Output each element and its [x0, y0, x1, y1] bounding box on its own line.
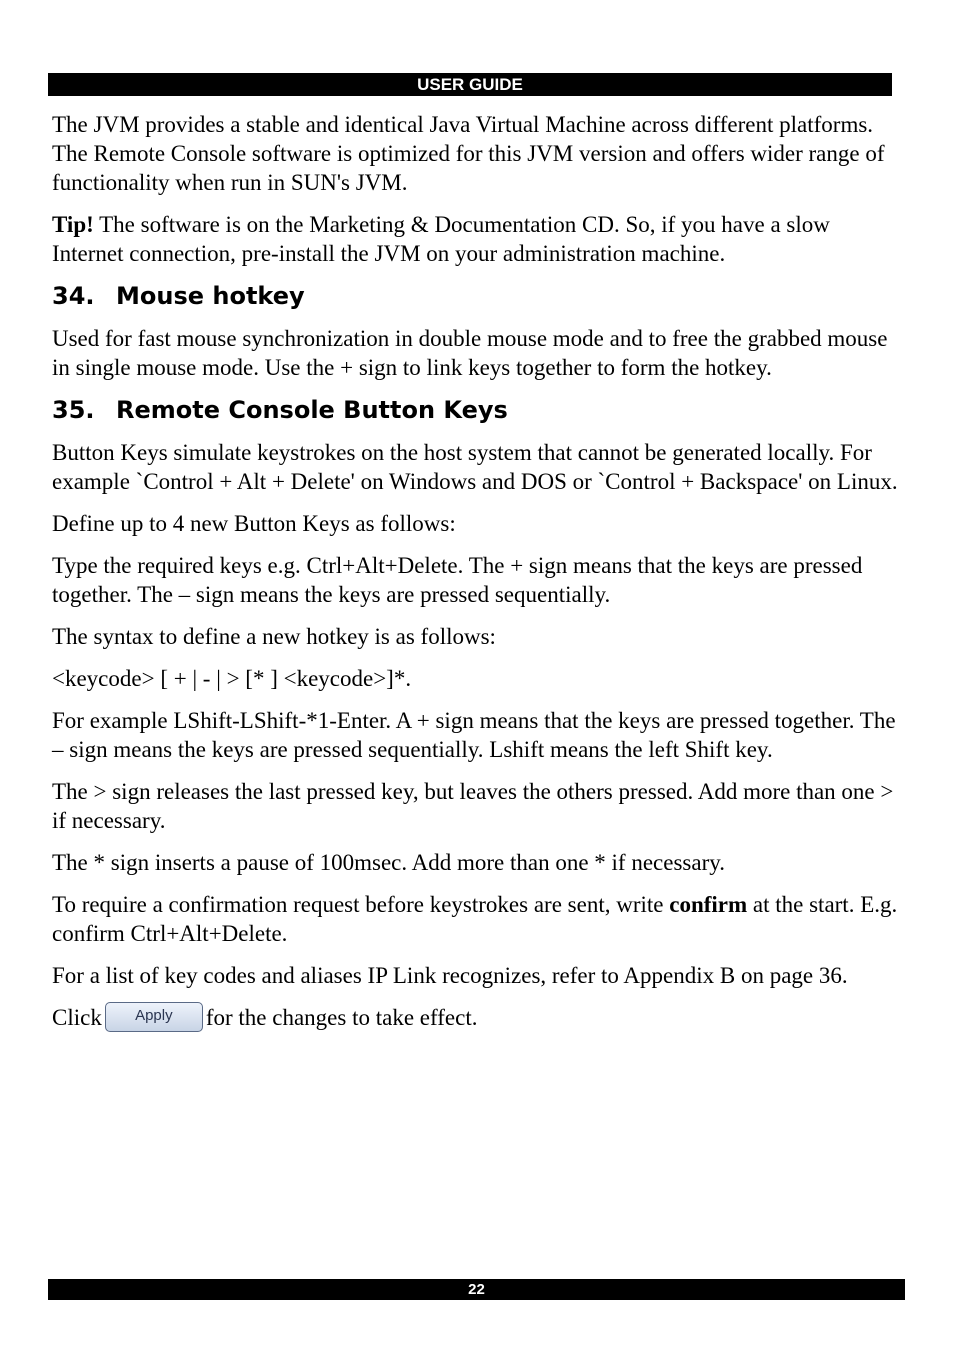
section-35-paragraph-1: Button Keys simulate keystrokes on the host system that cannot be generated locally. For example `Control + Alt + Delete' on Windows and DOS or `Control + Backspace' on Linux.: [52, 440, 898, 494]
apply-button[interactable]: Apply: [105, 1002, 203, 1032]
section-35-paragraph-4: The syntax to define a new hotkey is as follows:: [52, 624, 496, 649]
section-35-paragraph-8: The * sign inserts a pause of 100msec. Add more than one * if necessary.: [52, 850, 725, 875]
click-text: Click: [52, 1005, 102, 1030]
confirm-paragraph: [52, 890, 904, 948]
section-35-paragraph-2: Define up to 4 new Button Keys as follows:: [52, 511, 456, 536]
tip-paragraph: [52, 210, 904, 268]
section-35-title: Remote Console Button Keys: [116, 396, 508, 424]
section-35-paragraph-6: For example LShift-LShift-*1-Enter. A + sign means that the keys are pressed together. The – sign means the keys are pressed sequentially. Lshift means the left Shift key.: [52, 708, 896, 762]
section-34-paragraph: Used for fast mouse synchronization in double mouse mode and to free the grabbed mouse in single mouse mode. Use the + sign to link keys together to form the hotkey.: [52, 326, 888, 380]
intro-paragraph: The JVM provides a stable and identical Java Virtual Machine across different platforms. The Remote Console software is optimized for this JVM version and offers wider range of functionality when run in SUN's JVM.: [52, 112, 885, 195]
section-34-number: 34.: [52, 282, 95, 310]
confirm-text-post: at the start. E.g. confirm Ctrl+Alt+Delete.: [52, 892, 898, 946]
page-number: 22: [48, 1279, 905, 1300]
page-header: USER GUIDE: [48, 73, 892, 96]
section-35-heading: [52, 395, 904, 425]
section-35-paragraph-7: The > sign releases the last pressed key, but leaves the others pressed. Add more than one > if necessary.: [52, 779, 894, 833]
section-34-heading: [52, 281, 904, 311]
click-post-text: for the changes to take effect.: [205, 1005, 478, 1030]
section-35-paragraph-3: Type the required keys e.g. Ctrl+Alt+Delete. The + sign means that the keys are pressed together. The – sign means the keys are pressed sequentially.: [52, 553, 863, 607]
tip-label: Tip!: [52, 212, 94, 237]
document-body: [52, 110, 904, 1045]
section-34-title: Mouse hotkey: [116, 282, 305, 310]
syntax-line: <keycode> [ + | - | > [* ] <keycode>]*.: [52, 666, 412, 691]
section-35-paragraph-10: For a list of key codes and aliases IP Link recognizes, refer to Appendix B on page 36.: [52, 963, 848, 988]
confirm-text-pre: To require a confirmation request before keystrokes are sent, write: [52, 892, 670, 917]
apply-instruction: [52, 1003, 904, 1032]
tip-text: The software is on the Marketing & Documentation CD. So, if you have a slow Internet connection, pre-install the JVM on your administration machine.: [52, 212, 830, 266]
confirm-keyword: confirm: [669, 892, 748, 917]
section-35-number: 35.: [52, 396, 95, 424]
